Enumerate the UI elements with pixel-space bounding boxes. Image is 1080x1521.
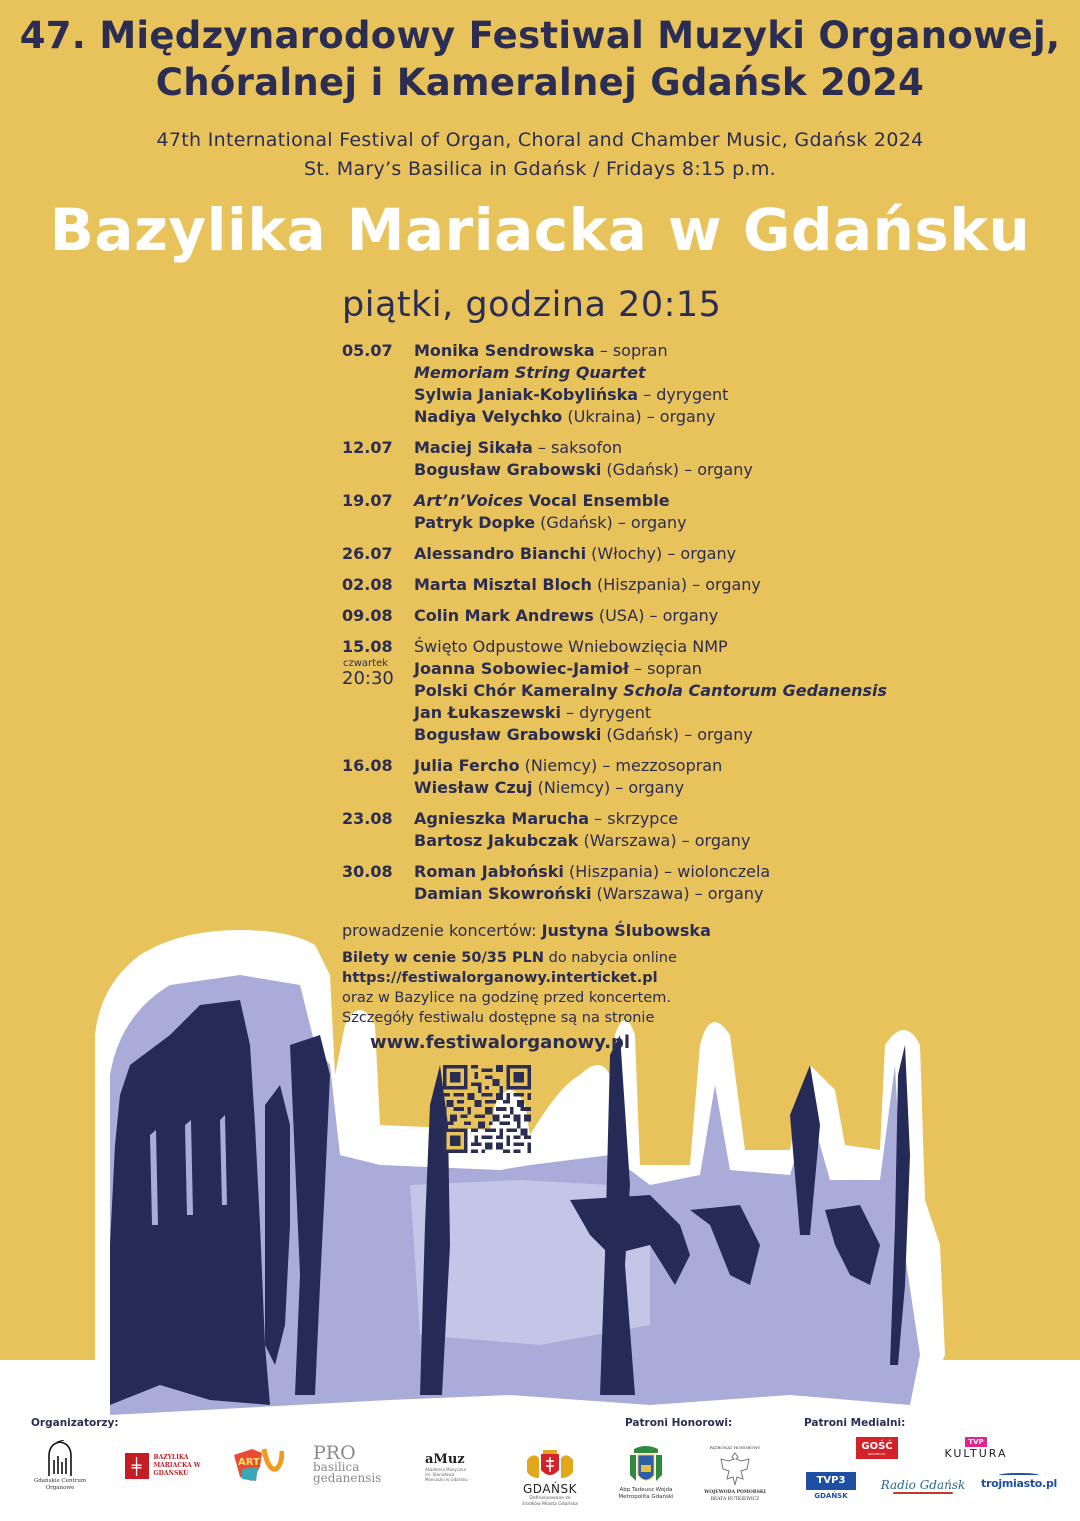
- performer-name: Vocal Ensemble: [523, 491, 670, 510]
- concert-entry: [342, 574, 962, 596]
- performer-name: Agnieszka Marucha: [414, 809, 590, 828]
- ticket-line-3: oraz w Bazylice na godzinę przed koncertem.: [342, 990, 671, 1006]
- church-organ-icon: [45, 1440, 75, 1478]
- performer-role: (Gdańsk) – organy: [601, 460, 753, 479]
- performer-line: [414, 680, 962, 702]
- performer-lines: [414, 605, 962, 627]
- logo-gosc-niedzielny[interactable]: [856, 1437, 898, 1459]
- festival-title-en: [0, 126, 1080, 184]
- performer-line: [414, 459, 962, 481]
- logo-tvp-kultura[interactable]: [942, 1433, 1010, 1465]
- performer-name: Sylwia Janiak-Kobylińska: [414, 385, 639, 404]
- concert-date: 26.07: [342, 544, 393, 563]
- website-link[interactable]: www.festiwalorganowy.pl: [370, 1032, 631, 1053]
- performer-name: Alessandro Bianchi: [414, 544, 587, 563]
- performer-name: Maciej Sikała: [414, 438, 533, 457]
- logo-radio-gdansk[interactable]: [880, 1474, 966, 1498]
- performer-name: Wiesław Czuj: [414, 778, 533, 797]
- concert-date: 19.07: [342, 491, 393, 510]
- logo-trojmiasto[interactable]: [981, 1470, 1057, 1494]
- concert-date: 02.08: [342, 575, 393, 594]
- performer-role: (Hiszpania) – wiolonczela: [563, 862, 771, 881]
- performer-name: Bogusław Grabowski: [414, 725, 602, 744]
- performer-line: [414, 702, 962, 724]
- performer-line: [414, 340, 962, 362]
- performer-lines: [414, 636, 962, 746]
- concert-date: 05.07: [342, 341, 393, 360]
- archbishop-coat-of-arms-icon: [628, 1445, 664, 1487]
- performer-name: Memoriam String Quartet: [414, 363, 646, 382]
- performer-name: Art’n’Voices: [414, 491, 524, 510]
- gosc-text: GOŚĆ: [861, 1440, 893, 1452]
- performer-lines: [414, 543, 962, 565]
- wojewoda-sub: BEATA RUTKIEWICZ: [710, 1496, 760, 1502]
- performer-line: [414, 362, 962, 384]
- concert-weekday: czwartek: [343, 658, 389, 669]
- performer-lines: [414, 755, 962, 799]
- performer-line: [414, 724, 962, 746]
- performer-name: Monika Sendrowska: [414, 341, 595, 360]
- performer-role: – sopran: [628, 659, 702, 678]
- performer-lines: [414, 437, 962, 481]
- media-patrons-label: Patroni Medialni:: [804, 1417, 906, 1429]
- performer-line: [414, 437, 962, 459]
- performer-role: – dyrygent: [560, 703, 652, 722]
- polish-eagle-icon: [719, 1451, 751, 1489]
- performer-role: (Ukraina) – organy: [562, 407, 716, 426]
- ticket-line-4: Szczegóły festiwalu dostępne są na stronie: [342, 1010, 655, 1026]
- qr-code[interactable]: [443, 1065, 531, 1153]
- concert-entry: [342, 490, 962, 534]
- date-column: [342, 636, 414, 746]
- date-column: [342, 543, 414, 565]
- performer-role: (USA) – organy: [593, 606, 719, 625]
- performer-name: Damian Skowroński: [414, 884, 592, 903]
- performer-line: [414, 636, 962, 658]
- logo-tvp3-gdansk[interactable]: [805, 1470, 857, 1504]
- date-column: [342, 574, 414, 596]
- performer-lines: [414, 490, 962, 534]
- performer-line: [414, 755, 962, 777]
- performer-role: (Niemcy) – organy: [532, 778, 685, 797]
- radio-gdansk-text: Radio Gdańsk: [880, 1478, 966, 1492]
- performer-role: (Włochy) – organy: [586, 544, 737, 563]
- performer-line: [414, 883, 962, 905]
- concert-date: 15.08: [342, 637, 393, 656]
- date-column: [342, 861, 414, 905]
- performer-line: [414, 808, 962, 830]
- tvp3-badge: TVP3: [806, 1472, 856, 1490]
- amuz-sub: Akademia Muzyczna im. Stanisława Moniuszki w Gdańsku: [425, 1466, 468, 1482]
- performer-lines: [414, 574, 962, 596]
- performer-line: [414, 830, 962, 852]
- concert-entry: [342, 755, 962, 799]
- logo-gdansk-city[interactable]: [515, 1438, 585, 1520]
- amuz-text: aMuz: [425, 1451, 465, 1467]
- date-column: [342, 755, 414, 799]
- performer-role: (Warszawa) – organy: [578, 831, 751, 850]
- logo-wojewoda[interactable]: [700, 1437, 770, 1509]
- concert-date: 30.08: [342, 862, 393, 881]
- wojewoda-top: PATRONAT HONOROWY: [709, 1444, 761, 1450]
- logo-pro-basilica[interactable]: [313, 1443, 397, 1485]
- concert-entry: [342, 808, 962, 852]
- concert-entry: [342, 605, 962, 627]
- title-en-line-2: St. Mary’s Basilica in Gdańsk / Fridays 8:15 p.m.: [304, 158, 776, 180]
- host-label: prowadzenie koncertów:: [342, 921, 542, 940]
- cross-icon: ╪: [125, 1453, 149, 1479]
- tvp3-caption: GDAŃSK: [814, 1492, 848, 1500]
- performer-line: [414, 574, 962, 596]
- performer-name: Colin Mark Andrews: [414, 606, 594, 625]
- ticket-info: [342, 948, 677, 1028]
- schedule-subhead: piątki, godzina 20:15: [342, 285, 722, 325]
- performer-name: Julia Fercho: [414, 756, 520, 775]
- concert-entry: [342, 636, 962, 746]
- logo-caption: BAZYLIKA MARIACKA W GDAŃSKU: [153, 1454, 201, 1477]
- organizers-label: Organizatorzy:: [31, 1417, 119, 1429]
- performer-line: [414, 861, 962, 883]
- wojewoda-caption: WOJEWODA POMORSKI: [704, 1489, 766, 1495]
- performer-name: Polski Chór Kameralny: [414, 681, 624, 700]
- honorary-patrons-label: Patroni Honorowi:: [625, 1417, 733, 1429]
- performer-name: Bartosz Jakubczak: [414, 831, 579, 850]
- performer-name: Patryk Dopke: [414, 513, 536, 532]
- performer-role: – sopran: [594, 341, 668, 360]
- date-column: [342, 490, 414, 534]
- performer-line: [414, 605, 962, 627]
- concert-date: 12.07: [342, 438, 393, 457]
- performer-role: – dyrygent: [638, 385, 729, 404]
- performer-line: [414, 406, 962, 428]
- host-name: Justyna Ślubowska: [541, 921, 711, 940]
- performer-line: [414, 512, 962, 534]
- ticket-price-suffix: do nabycia online: [544, 950, 677, 966]
- gdansk-coat-of-arms-icon: [525, 1450, 575, 1482]
- performer-name: Marta Misztal Bloch: [414, 575, 592, 594]
- gdansk-sub: Dofinansowano ze środków Miasta Gdańska: [522, 1496, 578, 1507]
- date-column: [342, 437, 414, 481]
- performer-role: (Niemcy) – mezzosopran: [519, 756, 723, 775]
- tvp-badge: TVP: [965, 1437, 986, 1447]
- performer-name: Joanna Sobowiec-Jamioł: [414, 659, 629, 678]
- performer-name: Roman Jabłoński: [414, 862, 564, 881]
- title-line-1: 47. Międzynarodowy Festiwal Muzyki Organowej,: [19, 14, 1061, 57]
- gosc-sub: NIEDZIELNY: [868, 1451, 886, 1456]
- performer-line: [414, 543, 962, 565]
- performer-role: (Gdańsk) – organy: [601, 725, 753, 744]
- concert-time: 20:30: [342, 668, 394, 689]
- title-en-line-1: 47th International Festival of Organ, Choral and Chamber Music, Gdańsk 2024: [156, 129, 924, 151]
- host-line: [342, 920, 711, 942]
- concert-date: 23.08: [342, 809, 393, 828]
- svg-text:ART: ART: [238, 1457, 260, 1468]
- concert-entry: [342, 340, 962, 428]
- concert-date: 09.08: [342, 606, 393, 625]
- pro-text: PRO: [313, 1442, 356, 1464]
- performer-line: [414, 490, 962, 512]
- radio-swoosh: [893, 1492, 953, 1494]
- performer-role: Święto Odpustowe Wniebowzięcia NMP: [414, 637, 728, 656]
- logo-amuz[interactable]: [425, 1450, 495, 1484]
- date-column: [342, 340, 414, 428]
- logo-caption: Gdańskie Centrum Organowe: [33, 1478, 87, 1491]
- concert-schedule: [342, 340, 962, 914]
- performer-role: – skrzypce: [589, 809, 679, 828]
- logo-archbishop[interactable]: [615, 1438, 677, 1508]
- kultura-text: KULTURA: [944, 1447, 1008, 1460]
- performer-line: [414, 777, 962, 799]
- performer-lines: [414, 340, 962, 428]
- logo-bazylika-mariacka[interactable]: [122, 1452, 204, 1480]
- performer-name: Jan Łukaszewski: [414, 703, 561, 722]
- performer-name: Bogusław Grabowski: [414, 460, 602, 479]
- concert-entry: [342, 543, 962, 565]
- ticket-price: Bilety w cenie 50/35 PLN: [342, 950, 545, 966]
- logo-gdanskie-centrum-organowe[interactable]: [20, 1440, 100, 1492]
- art4u-icon: [232, 1447, 284, 1483]
- concert-entry: [342, 861, 962, 905]
- date-column: [342, 808, 414, 852]
- trojmiasto-text: trojmiasto.pl: [981, 1477, 1057, 1490]
- performer-role: (Gdańsk) – organy: [535, 513, 687, 532]
- concert-entry: [342, 437, 962, 481]
- performer-lines: [414, 808, 962, 852]
- performer-role: (Warszawa) – organy: [591, 884, 764, 903]
- gdansk-text: GDAŃSK: [523, 1482, 577, 1496]
- ticket-url-link[interactable]: https://festiwalorganowy.interticket.pl: [342, 970, 658, 986]
- venue-title: Bazylika Mariacka w Gdańsku: [49, 196, 1031, 264]
- date-column: [342, 605, 414, 627]
- archbishop-caption: Abp Tadeusz Wojda Metropolita Gdański: [618, 1487, 674, 1500]
- performer-lines: [414, 861, 962, 905]
- concert-date: 16.08: [342, 756, 393, 775]
- festival-title-pl: [0, 12, 1080, 106]
- performer-role: – saksofon: [532, 438, 623, 457]
- performer-name: Schola Cantorum Gedanensis: [623, 681, 888, 700]
- basilica-text: basilica gedanensis: [313, 1460, 382, 1485]
- title-line-2: Chóralnej i Kameralnej Gdańsk 2024: [155, 61, 925, 104]
- performer-name: Nadiya Velychko: [414, 407, 563, 426]
- performer-line: [414, 384, 962, 406]
- logo-art4u[interactable]: [232, 1447, 284, 1483]
- performer-role: (Hiszpania) – organy: [591, 575, 761, 594]
- performer-line: [414, 658, 962, 680]
